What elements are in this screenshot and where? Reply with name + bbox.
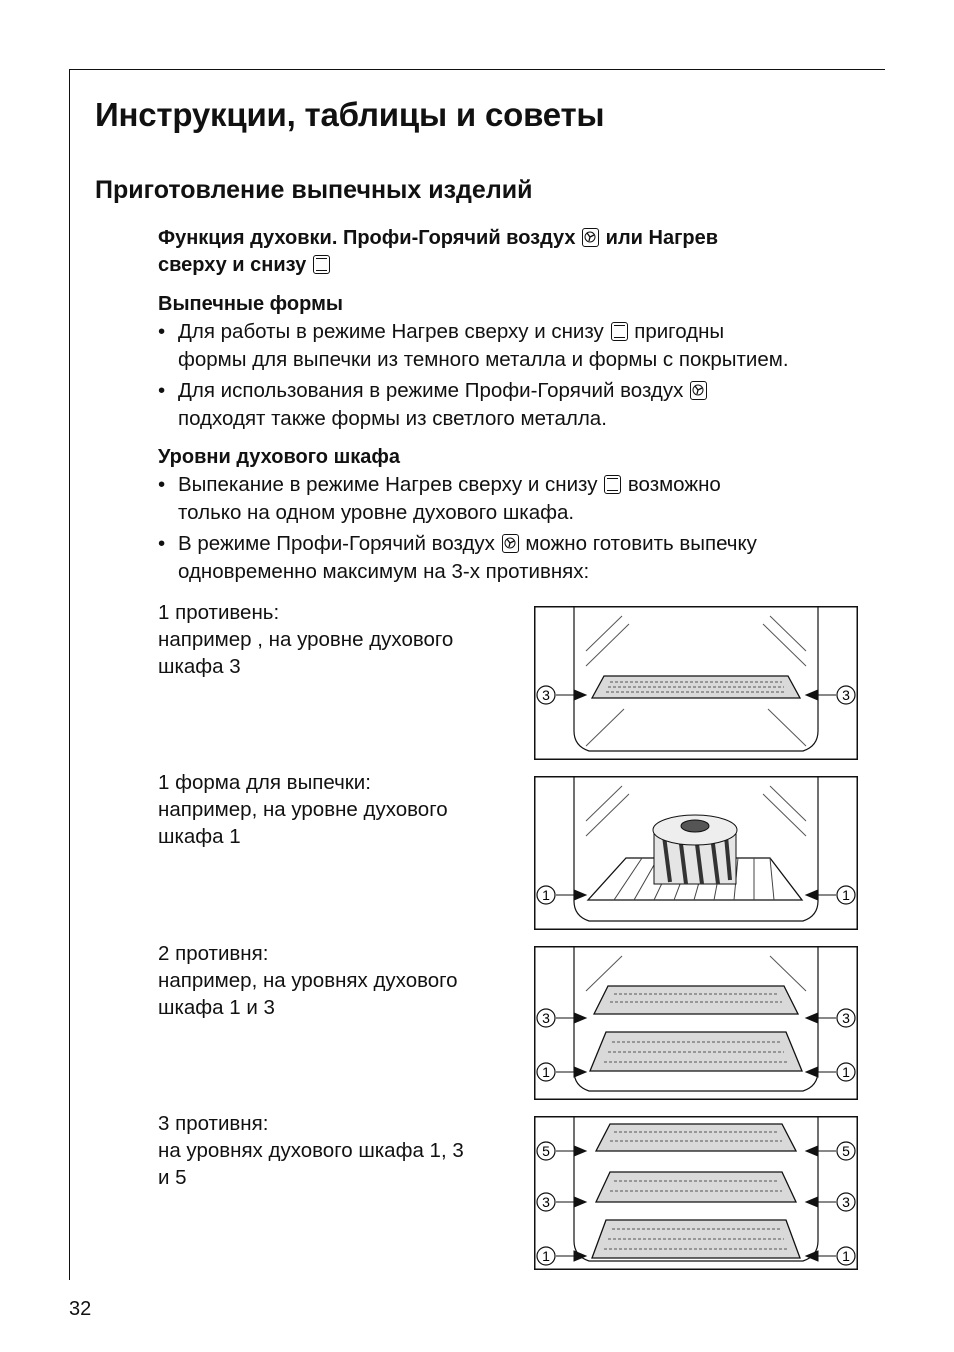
baking-tray xyxy=(596,1124,796,1151)
oven-diagram-4 xyxy=(534,1116,858,1270)
svg-text:3: 3 xyxy=(542,1010,550,1026)
svg-text:1: 1 xyxy=(542,887,550,903)
section-title: Приготовление выпечных изделий xyxy=(95,176,533,204)
svg-text:1: 1 xyxy=(842,1064,850,1080)
baking-tray xyxy=(590,1032,802,1071)
baking-forms-section xyxy=(158,290,878,433)
svg-text:1: 1 xyxy=(542,1248,550,1264)
example-2-text: 1 форма для выпечки: например, на уровне духового шкафа 1 xyxy=(158,771,448,848)
top-bottom-heat-icon xyxy=(611,322,628,341)
example-1-text: 1 противень: например , на уровне духового шкафа 3 xyxy=(158,601,454,678)
baking-tray xyxy=(592,1220,800,1258)
left-rule xyxy=(69,69,70,1280)
oven-diagram-2 xyxy=(534,776,858,930)
svg-text:5: 5 xyxy=(542,1143,550,1159)
svg-text:1: 1 xyxy=(842,887,850,903)
svg-text:3: 3 xyxy=(842,687,850,703)
baking-tray xyxy=(592,676,800,698)
levels-section xyxy=(158,443,878,586)
svg-text:3: 3 xyxy=(542,687,550,703)
example-3-text: 2 противня: например, на уровнях духового шкафа 1 и 3 xyxy=(158,942,458,1019)
content xyxy=(158,225,878,596)
page-title: Инструкции, таблицы и советы xyxy=(95,96,605,133)
svg-text:3: 3 xyxy=(542,1194,550,1210)
svg-text:1: 1 xyxy=(542,1064,550,1080)
baking-tray xyxy=(596,1172,796,1202)
baking-form xyxy=(653,815,737,884)
top-bottom-heat-icon xyxy=(313,255,330,274)
oven-diagram-1 xyxy=(534,606,858,760)
baking-tray xyxy=(594,986,798,1014)
top-rule xyxy=(69,69,885,70)
svg-text:3: 3 xyxy=(842,1194,850,1210)
oven-function-heading: Функция духовки. Профи-Горячий воздух или Нагрев сверху и снизу xyxy=(158,227,719,276)
svg-text:5: 5 xyxy=(842,1143,850,1159)
top-bottom-heat-icon xyxy=(604,475,621,494)
svg-text:1: 1 xyxy=(842,1248,850,1264)
list-item: • Выпекание в режиме Нагрев сверху и снизу возможно только на одном уровне духового шкафа. xyxy=(158,473,721,524)
list-item: • Для использования в режиме Профи-Горячий воздух подходят также формы из светлого металла. xyxy=(158,377,878,433)
baking-forms-heading: Выпечные формы xyxy=(158,293,343,315)
svg-text:3: 3 xyxy=(842,1010,850,1026)
example-4-text: 3 противня: на уровнях духового шкафа 1, 3 и 5 xyxy=(158,1112,464,1189)
page-number: 32 xyxy=(69,1298,92,1320)
levels-heading: Уровни духового шкафа xyxy=(158,446,401,468)
list-item: • Для работы в режиме Нагрев сверху и снизу пригодны формы для выпечки из темного металла и формы с покрытием. xyxy=(158,320,789,371)
fan-icon xyxy=(690,381,707,400)
fan-icon xyxy=(582,228,599,247)
list-item: • В режиме Профи-Горячий воздух можно готовить выпечку одновременно максимум на 3-х противнях: xyxy=(158,532,757,583)
fan-icon xyxy=(502,534,519,553)
oven-diagram-3 xyxy=(534,946,858,1100)
